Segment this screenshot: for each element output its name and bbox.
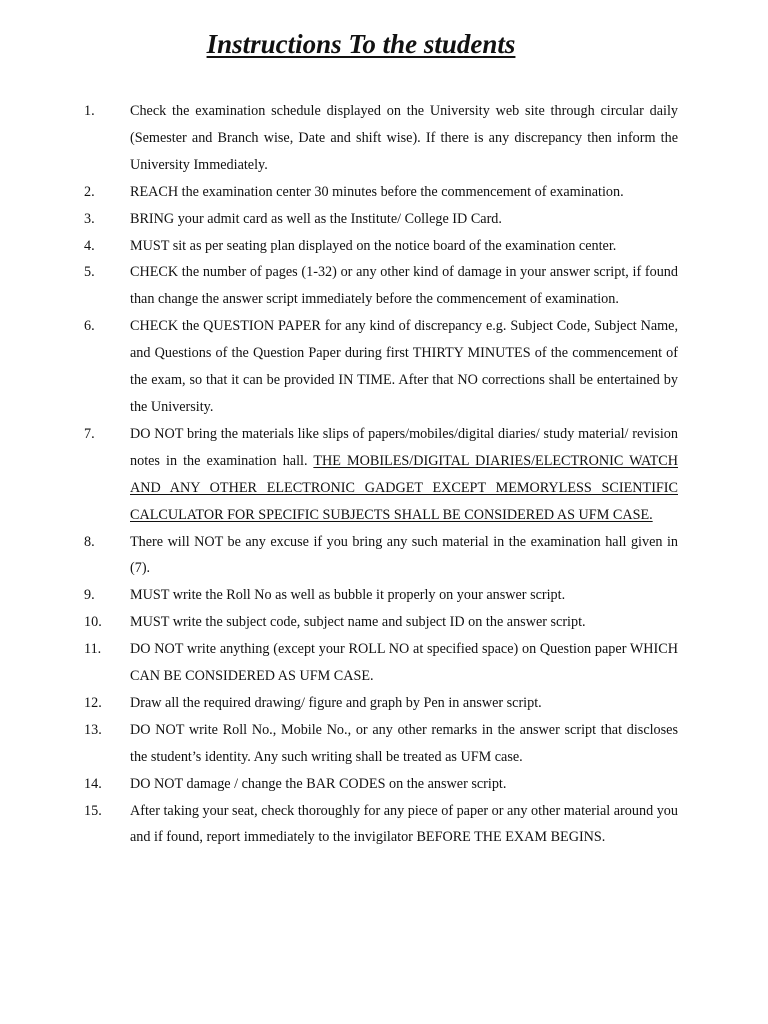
instruction-text: After taking your seat, check thoroughly for any piece of paper or any other material around you and if found, report immediately to the invigilator BEFORE THE EXAM BEGINS.	[130, 802, 678, 846]
instruction-item	[0, 179, 768, 206]
instruction-item	[0, 206, 768, 233]
instruction-number: 14.	[84, 775, 102, 792]
instruction-item	[0, 529, 768, 583]
instruction-number: 2.	[84, 183, 95, 200]
instruction-text	[130, 421, 678, 529]
instruction-item	[0, 636, 768, 690]
instruction-number: 8.	[84, 533, 95, 550]
instruction-number: 10.	[84, 614, 102, 631]
instruction-text: MUST write the subject code, subject name and subject ID on the answer script.	[130, 614, 586, 631]
instruction-item	[0, 771, 768, 798]
instruction-text: MUST sit as per seating plan displayed on the notice board of the examination center.	[130, 237, 617, 254]
instruction-text: DO NOT write anything (except your ROLL NO at specified space) on Question paper WHICH CAN BE CONSIDERED AS UFM CASE.	[130, 641, 678, 685]
page-title: Instructions To the students	[206, 29, 516, 59]
instruction-number: 9.	[84, 587, 95, 604]
instruction-text: CHECK the QUESTION PAPER for any kind of discrepancy e.g. Subject Code, Subject Name, and Questions of the Question Paper during first THIRTY MINUTES of the commencement of the exam, so that it can be provided IN TIME. After that NO corrections shall be entertained by the University.	[130, 318, 678, 415]
instruction-text: MUST write the Roll No as well as bubble it properly on your answer script.	[130, 587, 566, 604]
instruction-number: 7.	[84, 425, 95, 442]
instruction-number: 15.	[84, 802, 102, 819]
instruction-text: CHECK the number of pages (1-32) or any other kind of damage in your answer script, if found than change the answer script immediately before the commencement of examination.	[130, 264, 678, 308]
instruction-text: Draw all the required drawing/ figure and graph by Pen in answer script.	[130, 694, 542, 711]
instruction-text: There will NOT be any excuse if you bring any such material in the examination hall given in (7).	[130, 533, 678, 577]
instruction-number: 6.	[84, 318, 95, 335]
instruction-item	[0, 582, 768, 609]
instruction-number: 12.	[84, 694, 102, 711]
instruction-item	[0, 690, 768, 717]
instruction-item	[0, 233, 768, 260]
instruction-text: DO NOT write Roll No., Mobile No., or any other remarks in the answer script that discloses the student’s identity. Any such writing shall be treated as UFM case.	[130, 721, 678, 765]
instruction-number: 4.	[84, 237, 95, 254]
instruction-text: REACH the examination center 30 minutes before the commencement of examination.	[130, 183, 624, 200]
instruction-list	[0, 98, 768, 851]
instruction-number: 11.	[84, 641, 102, 658]
instruction-text: Check the examination schedule displayed on the University web site through circular daily (Semester and Branch wise, Date and shift wise). If there is any discrepancy then inform the University Immediately.	[130, 103, 678, 173]
instruction-text: BRING your admit card as well as the Institute/ College ID Card.	[130, 210, 502, 227]
instruction-item	[0, 609, 768, 636]
instruction-number: 3.	[84, 210, 95, 227]
instruction-item	[0, 259, 768, 313]
instruction-item	[0, 98, 768, 179]
instruction-number: 13.	[84, 721, 102, 738]
instruction-item	[0, 421, 768, 529]
instruction-number: 1.	[84, 103, 95, 119]
ufm-warning-underlined: THE MOBILES/DIGITAL DIARIES/ELECTRONIC WATCH AND ANY OTHER ELECTRONIC GADGET EXCEPT MEMORYLESS SCIENTIFIC CALCULATOR FOR SPECIFIC SUBJECTS SHALL BE CONSIDERED AS UFM CASE.	[130, 452, 678, 523]
instruction-number: 5.	[84, 264, 95, 281]
instruction-text: DO NOT damage / change the BAR CODES on the answer script.	[130, 775, 507, 792]
instruction-text-plain: DO NOT bring the materials like slips of papers/mobiles/digital diaries/ study material/ revision notes in the examination hall.	[130, 425, 678, 469]
instruction-item	[0, 798, 768, 852]
instruction-item	[0, 717, 768, 771]
instruction-item	[0, 313, 768, 421]
